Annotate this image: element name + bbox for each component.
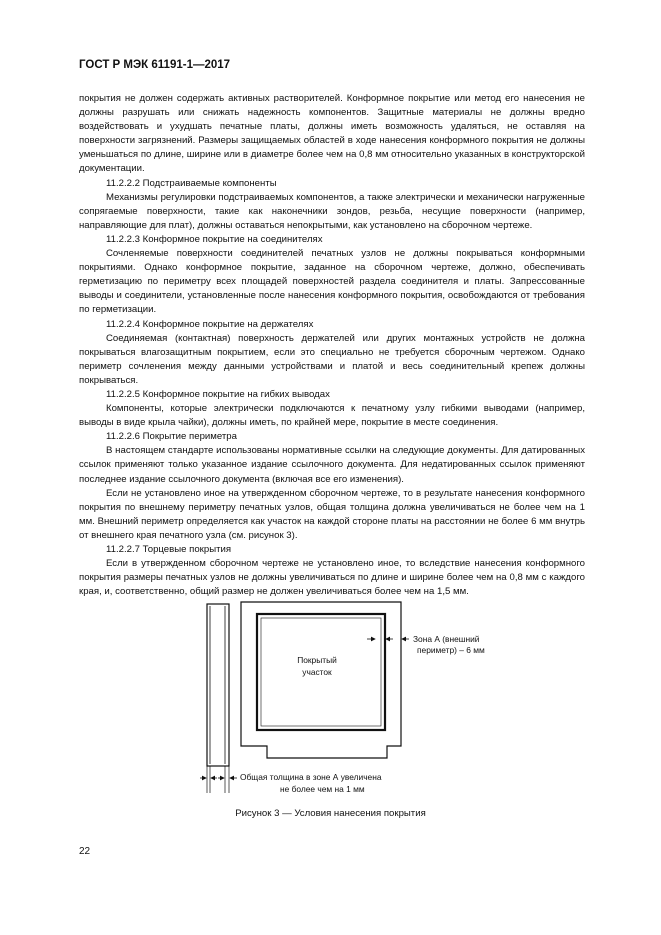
paragraph: Если не установлено иное на утвержденном сборочном чертеже, то в результате нанесения конформного покрытия по внешнему периметру печатных узлов, общая толщина должна увеличиваться не более чем на 1 мм. Внешний периметр определяется как участок на каждой стороне платы на расстоянии не более 6 мм внутрь от внешнего края печатного узла (см. рисунок 3). bbox=[79, 487, 585, 541]
paragraph: Сочленяемые поверхности соединителей печатных узлов не должны покрываться конформными покрытиями. Однако конформное покрытие, заданное на сборочном чертеже, должно, обеспечивать герметизацию по периметру всех площадей поверхностей раздела соединителя и платы. Запрессованные выводы и соединители, установленные после нанесения конформного покрытия, освобождаются от требования по герметизации. bbox=[79, 248, 585, 316]
section-heading: 11.2.2.6 Покрытие периметра bbox=[106, 431, 237, 443]
figure-caption: Рисунок 3 — Условия нанесения покрытия bbox=[235, 808, 426, 819]
paragraph: Механизмы регулировки подстраиваемых компонентов, а также электрически и механически нагруженные сопрягаемые поверхности, такие как наконечники зондов, резьба, несущие поверхности (например, направляющие для плат), должны оставаться непокрытыми, как установлено на сборочном чертеже. bbox=[79, 191, 585, 231]
paragraph: покрытия не должен содержать активных растворителей. Конформное покрытие или метод его нанесения не должны разрушать или снижать надежность компонентов. Защитные материалы не должны вредно воздействовать и ухудшать печатные платы, должны иметь возможность удаляться, не оставляя на поверхности загрязнений. Размеры защищаемых областей в ходе нанесения конформного покрытия не должны уменьшаться по длине, ширине или в диаметре более чем на 0,8 мм относительно указанных в конструкторской документации. bbox=[79, 93, 585, 175]
page-number: 22 bbox=[79, 846, 91, 857]
section-heading: 11.2.2.3 Конформное покрытие на соединителях bbox=[106, 233, 323, 245]
body-text bbox=[79, 92, 585, 599]
section-heading: 11.2.2.4 Конформное покрытие на держателях bbox=[106, 318, 314, 330]
paragraph: Если в утвержденном сборочном чертеже не установлено иное, то вследствие нанесения конформного покрытия размеры печатных узлов не должны увеличиваться по длине и ширине более чем на 0,8 мм с каждого края, и, соответственно, общий размер не должен увеличиваться более чем на 1,5 мм. bbox=[79, 558, 585, 598]
zone-label-2: периметр) – 6 мм bbox=[417, 645, 485, 655]
document-header: ГОСТ Р МЭК 61191-1—2017 bbox=[79, 59, 231, 71]
paragraph: Соединяемая (контактная) поверхность держателей или других монтажных устройств не должна покрываться влагозащитным покрытием, если это специально не требуется сборочным чертежом. Однако периметр сочленения между данными устройствами и платой и весь соединительный крепеж должны покрываться. bbox=[79, 332, 585, 386]
section-heading: 11.2.2.7 Торцевые покрытия bbox=[106, 544, 232, 555]
paragraph: В настоящем стандарте использованы нормативные ссылки на следующие документы. Для датированных ссылок применяют только указанное издание ссылочного документа. Для недатированных ссылок применяют последнее издание ссылочного документа (включая все его изменения). bbox=[79, 445, 585, 485]
paragraph: Компоненты, которые электрически подключаются к печатному узлу гибкими выводами (например, выводы в виде крыла чайки), должны иметь, по крайней мере, покрытие в месте соединения. bbox=[79, 403, 585, 429]
board-edge-view bbox=[207, 604, 229, 766]
thickness-dimension bbox=[200, 766, 237, 793]
thickness-label-1: Общая толщина в зоне А увеличена bbox=[240, 772, 382, 782]
board-outline bbox=[241, 602, 401, 758]
coated-label-2: участок bbox=[302, 667, 332, 677]
figure-3-diagram bbox=[195, 596, 505, 801]
coated-label-1: Покрытый bbox=[297, 655, 337, 665]
zone-label-1: Зона А (внешний bbox=[413, 634, 480, 644]
section-heading: 11.2.2.2 Подстраиваемые компоненты bbox=[106, 177, 277, 189]
section-heading: 11.2.2.5 Конформное покрытие на гибких выводах bbox=[106, 388, 330, 400]
thickness-label-2: не более чем на 1 мм bbox=[280, 784, 365, 794]
